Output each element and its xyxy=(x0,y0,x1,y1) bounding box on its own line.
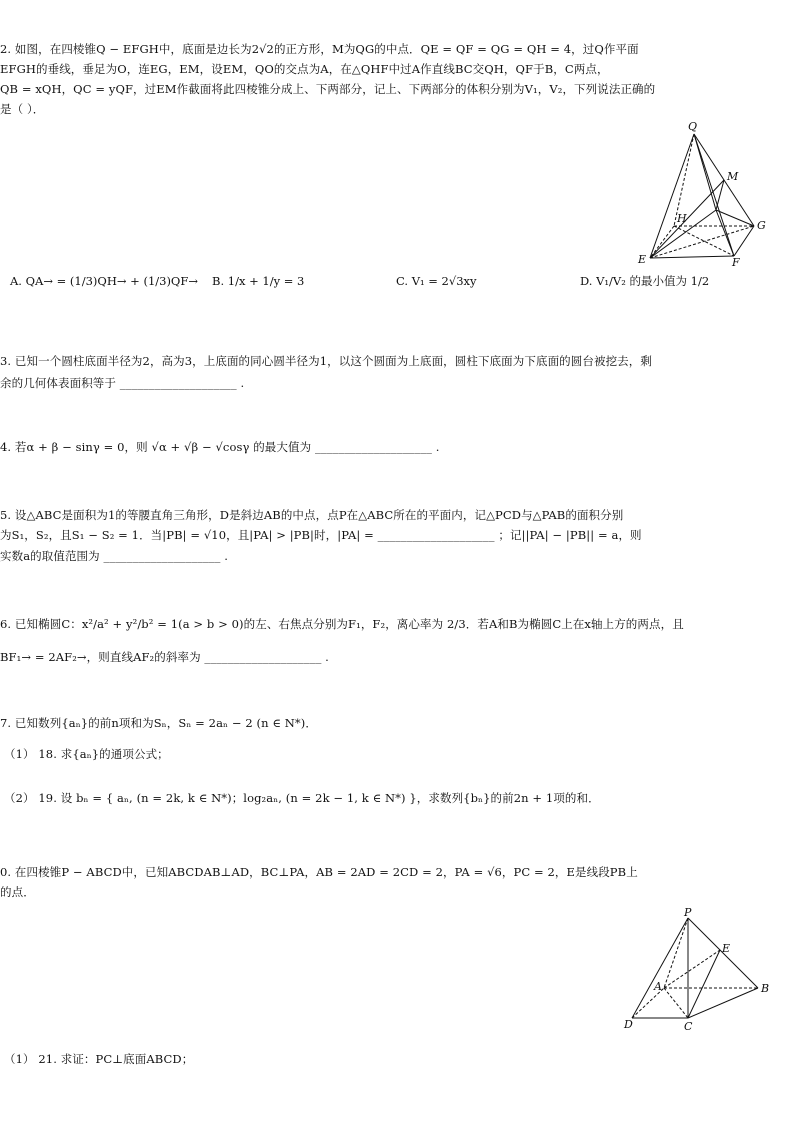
label-f: F xyxy=(732,256,740,269)
q12-line-3: QB = xQH，QC = yQF，过EM作截面将此四棱锥分成上、下两部分，记上、下两部分的体积分别为V₁，V₂，下列说法正确的 xyxy=(0,82,656,96)
q13-line-1: 3. 已知一个圆柱底面半径为2，高为3，上底面的同心圆半径为1，以这个圆面为上底面，圆柱下底面为下底面的圆台被挖去，剩 xyxy=(0,354,652,368)
label-g: G xyxy=(757,219,766,232)
q16-line-2: BF₁→ = 2AF₂→，则直线AF₂的斜率为 ____________________ . xyxy=(0,650,329,664)
q15-line-2: 为S₁，S₂，且S₁ − S₂ = 1．当|PB| = √10，且|PA| > |PB|时，|PA| = ____________________ ；记||PA| − |PB|| = a，则 xyxy=(0,528,642,542)
q20-line-2: 的点． xyxy=(0,885,35,899)
label-e2: E xyxy=(722,942,731,955)
q12-option-b[interactable]: B. 1/x + 1/y = 3 xyxy=(212,274,305,288)
q17-stem: 7. 已知数列{aₙ}的前n项和为Sₙ，Sₙ = 2aₙ − 2 (n ∈ N*)． xyxy=(0,716,317,730)
q12-option-c[interactable]: C. V₁ = 2√3xy xyxy=(396,274,477,288)
q12-option-a[interactable]: A. QA→ = (1/3)QH→ + (1/3)QF→ xyxy=(10,274,198,288)
label-d: D xyxy=(624,1018,633,1031)
label-c: C xyxy=(684,1020,693,1033)
pyramid-pabcd-diagram xyxy=(622,902,772,1037)
q17-part-1: （1） 18. 求{aₙ}的通项公式； xyxy=(4,747,169,761)
q15-line-1: 5. 设△ABC是面积为1的等腰直角三角形，D是斜边AB的中点，点P在△ABC所在的平面内，记△PCD与△PAB的面积分别 xyxy=(0,508,624,522)
q16-line-1: 6. 已知椭圆C：x²/a² + y²/b² = 1(a > b > 0)的左、右焦点分别为F₁，F₂，离心率为 2/3．若A和B为椭圆C上在x轴上方的两点，且 xyxy=(0,617,684,631)
label-m: M xyxy=(727,170,739,183)
label-b: B xyxy=(761,982,770,995)
label-e: E xyxy=(638,253,647,266)
label-q: Q xyxy=(688,120,698,133)
pyramid-qefgh-diagram xyxy=(636,118,776,273)
q12-line-4: 是（ ）． xyxy=(0,102,45,116)
q12-line-2: EFGH的垂线，垂足为O，连EG，EM，设EM，QO的交点为A，在△QHF中过A作直线BC交QH，QF于B，C两点， xyxy=(0,62,609,76)
q20-line-1: 0. 在四棱锥P − ABCD中，已知ABCDAB⊥AD，BC⊥PA，AB = 2AD = 2CD = 2，PA = √6，PC = 2，E是线段PB上 xyxy=(0,865,638,879)
q20-part-1: （1） 21. 求证：PC⊥底面ABCD； xyxy=(4,1052,194,1066)
q12-pyramid-figure xyxy=(636,118,776,273)
label-a: A xyxy=(654,980,662,993)
q12-option-d[interactable]: D. V₁/V₂ 的最小值为 1/2 xyxy=(580,274,710,288)
q13-line-2: 余的几何体表面积等于 ____________________ . xyxy=(0,376,245,390)
q14-line-1: 4. 若α + β − sinγ = 0，则 √α + √β − √cosγ 的最大值为 ____________________ . xyxy=(0,440,440,454)
label-p: P xyxy=(684,906,692,919)
label-h: H xyxy=(677,212,687,225)
q12-line-1: 2. 如图，在四棱锥Q − EFGH中，底面是边长为2√2的正方形，M为QG的中点．QE = QF = QG = QH = 4，过Q作平面 xyxy=(0,42,639,56)
q20-pyramid-figure xyxy=(622,902,772,1037)
q15-line-3: 实数a的取值范围为 ____________________ . xyxy=(0,549,229,563)
q17-part-2: （2） 19. 设 bₙ = { aₙ, (n = 2k, k ∈ N*)；log₂aₙ, (n = 2k − 1, k ∈ N*) }，求数列{bₙ}的前2n + 1项的和． xyxy=(4,791,600,805)
